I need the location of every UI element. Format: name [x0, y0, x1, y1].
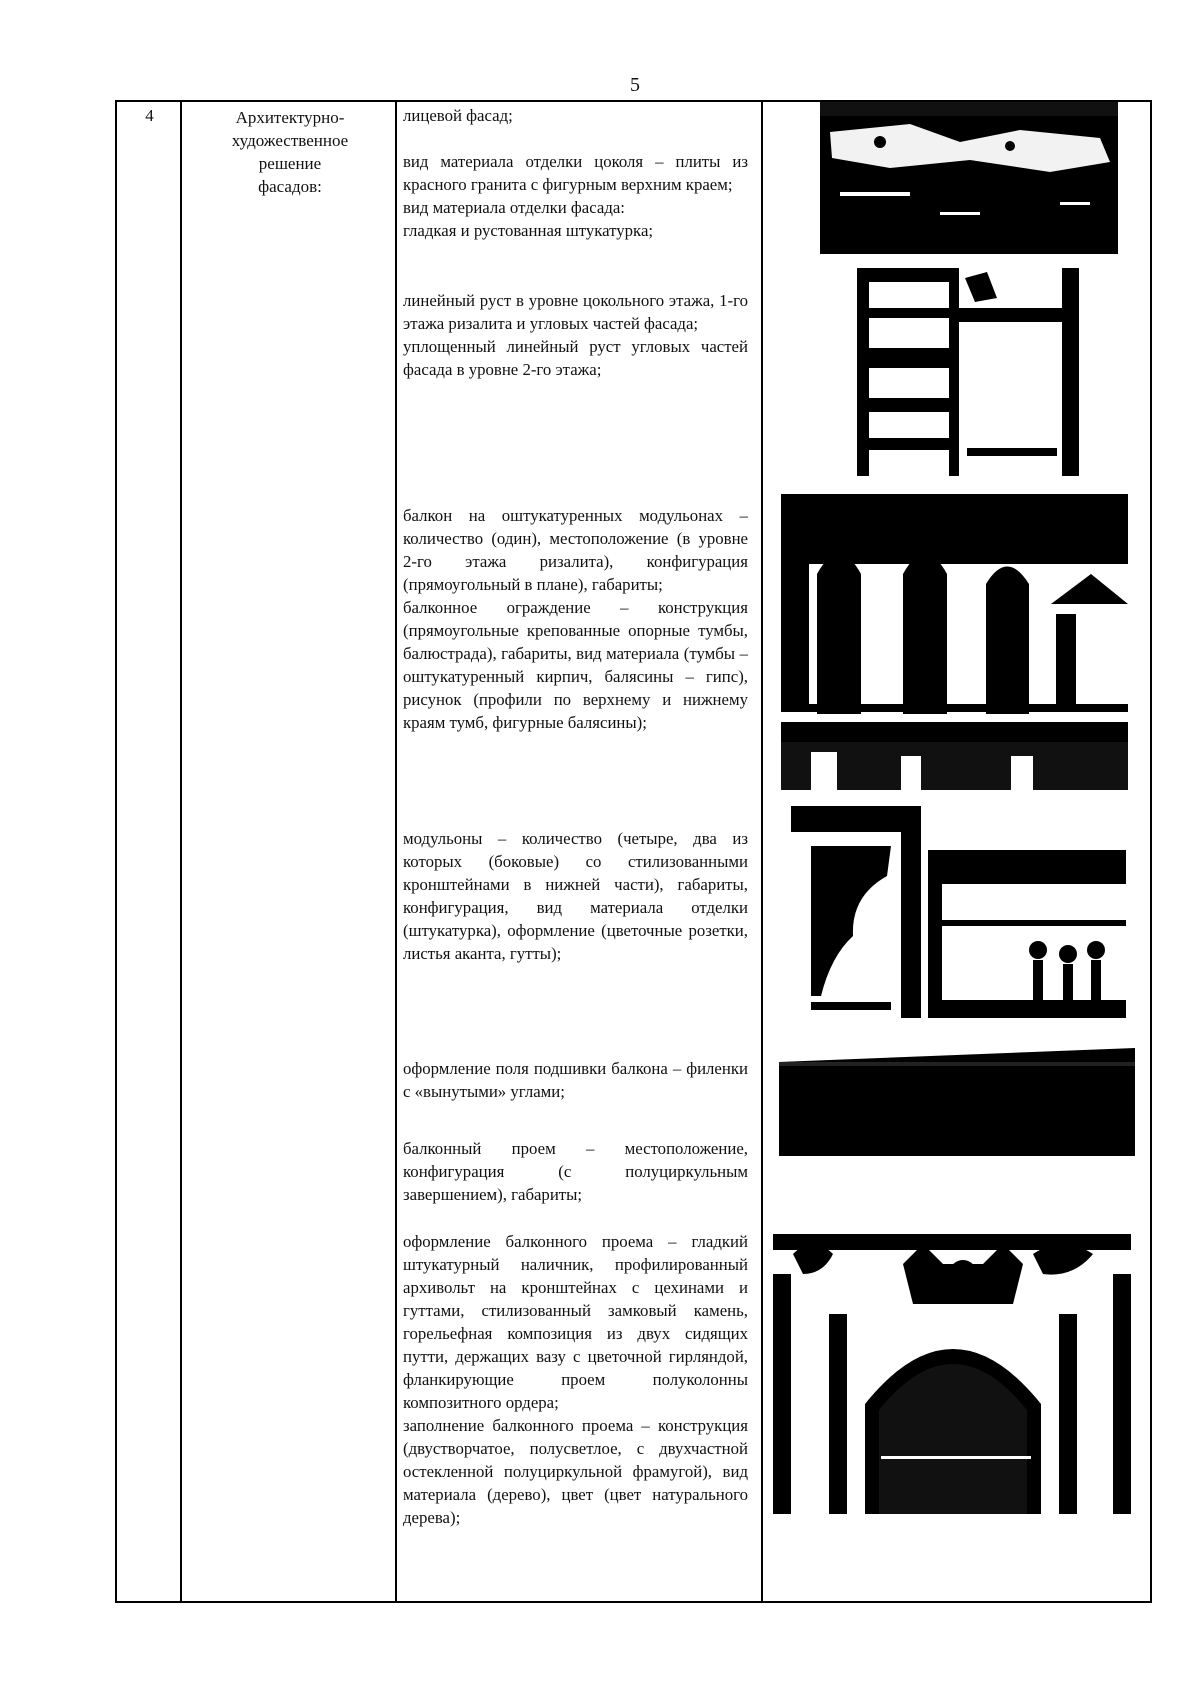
- photo-column: [763, 102, 1151, 1601]
- photo-balcony: [781, 494, 1128, 790]
- paragraph-materials: [403, 150, 748, 242]
- photo-modillion-left: [791, 806, 921, 1018]
- text-line: балконный проем – местоположение, конфигурация (с полуциркульным завершением), габариты;: [403, 1139, 748, 1204]
- text-line: балконное ограждение – конструкция (прямоугольные крепованные опорные тумбы, балюстрада), габариты, вид материала (тумбы – оштукатуренный кирпич, балясины – гипс), рисунок (профили по верхнему и нижнему краям тумб, фигурные балясины);: [403, 598, 748, 732]
- text-line: вид материала отделки фасада:: [403, 198, 625, 217]
- text-line: уплощенный линейный руст угловых частей фасада в уровне 2-го этажа;: [403, 337, 748, 379]
- row-title-line: художественное: [231, 131, 349, 150]
- row-title: [184, 106, 396, 198]
- paragraph-rustication: [403, 289, 748, 381]
- text-line: гладкая и рустованная штукатурка;: [403, 221, 654, 240]
- paragraph-facade: [403, 104, 748, 127]
- row-title-line: решение: [258, 154, 322, 173]
- paragraph-opening-decor: [403, 1230, 748, 1529]
- photo-soffit: [779, 1036, 1135, 1156]
- row-title-line: фасадов:: [258, 177, 322, 196]
- photo-opening-decor: [773, 1234, 1131, 1514]
- text-line: модульоны – количество (четыре, два из которых (боковые) со стилизованными кронштейнами в нижней части), габариты, конфигурация, вид материала отделки (штукатурка), оформление (цветочные розетки, листья аканта, гутты);: [403, 829, 748, 963]
- photo-plinth: [820, 102, 1118, 254]
- row-title-line: Архитектурно-: [235, 108, 345, 127]
- photo-rustication: [857, 268, 1079, 476]
- paragraph-modillions: [403, 827, 748, 965]
- text-line: линейный руст в уровне цокольного этажа, 1-го этажа ризалита и угловых частей фасада;: [403, 291, 748, 333]
- text-line: лицевой фасад;: [403, 106, 513, 125]
- text-line: заполнение балконного проема – конструкция (двустворчатое, полусветлое, с двухчастной остекленной полуциркульной фрамугой), вид материала (дерево), цвет (цвет натурального дерева);: [403, 1416, 748, 1527]
- text-line: балкон на оштукатуренных модульонах – количество (один), местоположение (в уровне 2-го этажа ризалита), конфигурация (прямоугольный в плане), габариты;: [403, 506, 748, 594]
- facade-table: [115, 100, 1152, 1603]
- paragraph-soffit: [403, 1057, 748, 1103]
- text-line: вид материала отделки цоколя – плиты из красного гранита с фигурным верхним краем;: [403, 152, 748, 194]
- paragraph-balcony-opening: [403, 1137, 748, 1206]
- photo-modillion-right: [928, 850, 1126, 1018]
- paragraph-balcony: [403, 504, 748, 734]
- description-column: [395, 102, 750, 1601]
- text-line: оформление балконного проема – гладкий штукатурный наличник, профилированный архивольт на кронштейнах с цехинами и гуттами, стилизованный замковый камень, горельефная композиция из двух сидящих путти, держащих вазу с цветочной гирляндой, фланкирующие проем полуколонны композитного ордера;: [403, 1232, 748, 1412]
- text-line: оформление поля подшивки балкона – филенки с «вынутыми» углами;: [403, 1059, 748, 1101]
- page-number: 5: [630, 74, 640, 96]
- column-divider: [180, 102, 182, 1601]
- row-number: 4: [145, 106, 154, 125]
